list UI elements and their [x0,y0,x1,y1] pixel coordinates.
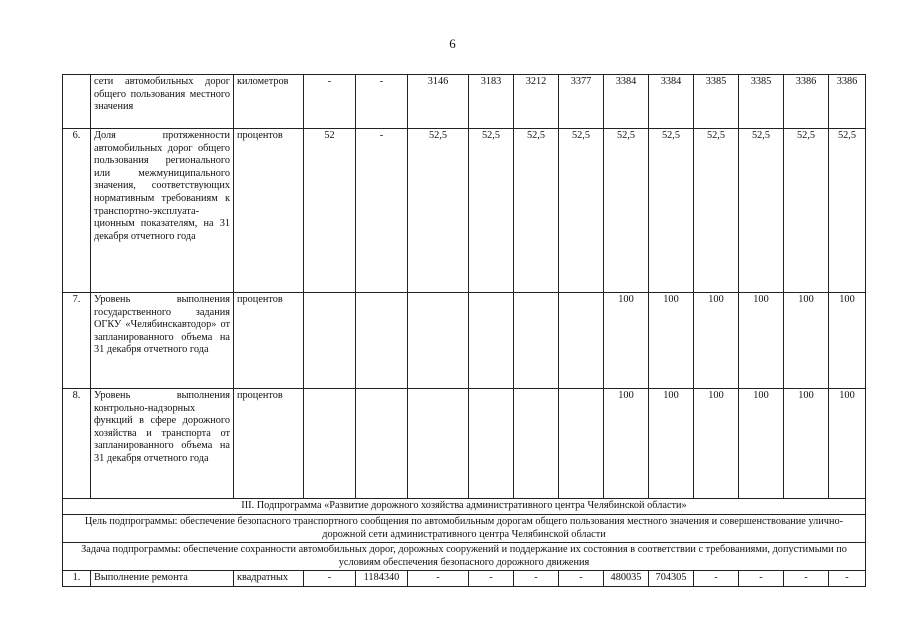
value-cell: 1184340 [356,571,408,587]
indicator-name: Выполнение ремонта [91,571,234,587]
value-cell: 100 [694,293,739,389]
value-cell: 3385 [694,75,739,129]
value-cell: 100 [784,389,829,499]
indicators-table [62,74,866,587]
value-cell [559,389,604,499]
value-cell: 3183 [469,75,514,129]
value-cell: 480035 [604,571,649,587]
value-cell [469,389,514,499]
value-cell: 100 [604,389,649,499]
value-cell: 100 [739,293,784,389]
subprogram-goal: Цель подпрограммы: обеспечение безопасного транспортного сообщения по автомобильным дорогам общего пользования местного значения и совершенствование улично-дорожной сети административного центра Челябинской области [63,515,866,543]
section-row [63,543,866,571]
value-cell: 52,5 [408,129,469,293]
row-number: 6. [63,129,91,293]
value-cell: - [514,571,559,587]
value-cell: 3384 [649,75,694,129]
value-cell: 52,5 [649,129,694,293]
section-row [63,499,866,515]
value-cell: 3386 [829,75,866,129]
value-cell: 100 [649,389,694,499]
value-cell [304,389,356,499]
value-cell [408,293,469,389]
indicator-name: Уровень выполнения контрольно-надзорных функций в сфере дорожного хозяйства и транспорта от запланированного объема на 31 декабря отчетного года [91,389,234,499]
subprogram-title: III. Подпрограмма «Развитие дорожного хозяйства административного центра Челябинской области» [63,499,866,515]
value-cell [514,293,559,389]
table-row [63,129,866,293]
indicator-name: Доля протяженности автомобильных дорог общего пользования регионального или межмуниципального значения, соответствующих нормативным требованиям к транспортно-эксплуата-ционным показателям, на 31 декабря отчетного года [91,129,234,293]
value-cell: 52,5 [739,129,784,293]
unit-cell: процентов [234,129,304,293]
page-number: 6 [449,36,456,51]
value-cell: - [469,571,514,587]
value-cell [559,293,604,389]
value-cell: 100 [604,293,649,389]
value-cell [469,293,514,389]
unit-cell: квадратных [234,571,304,587]
value-cell: 52,5 [784,129,829,293]
value-cell: - [559,571,604,587]
value-cell: - [304,75,356,129]
value-cell: - [739,571,784,587]
indicator-name: Уровень выполнения государственного задания ОГКУ «Челябинскавтодор» от запланированного объема на 31 декабря отчетного года [91,293,234,389]
value-cell: - [829,571,866,587]
value-cell: 3146 [408,75,469,129]
value-cell: 52,5 [694,129,739,293]
row-number: 1. [63,571,91,587]
value-cell: - [408,571,469,587]
value-cell: 52,5 [829,129,866,293]
row-number: 8. [63,389,91,499]
value-cell: 100 [829,389,866,499]
value-cell [408,389,469,499]
value-cell: 100 [784,293,829,389]
table-row [63,75,866,129]
value-cell: 100 [694,389,739,499]
value-cell: - [356,129,408,293]
value-cell [356,293,408,389]
table-row [63,293,866,389]
table-row [63,389,866,499]
value-cell: 100 [739,389,784,499]
value-cell: - [784,571,829,587]
section-row [63,515,866,543]
row-number: 7. [63,293,91,389]
value-cell: 3212 [514,75,559,129]
value-cell: 100 [829,293,866,389]
value-cell [304,293,356,389]
table-row [63,571,866,587]
value-cell: 704305 [649,571,694,587]
value-cell: 3385 [739,75,784,129]
value-cell: 52 [304,129,356,293]
unit-cell: процентов [234,389,304,499]
unit-cell: километров [234,75,304,129]
value-cell: 52,5 [469,129,514,293]
value-cell: - [304,571,356,587]
value-cell: 3386 [784,75,829,129]
value-cell: 52,5 [604,129,649,293]
value-cell [356,389,408,499]
row-number [63,75,91,129]
value-cell: - [694,571,739,587]
unit-cell: процентов [234,293,304,389]
value-cell: 52,5 [514,129,559,293]
value-cell: 3377 [559,75,604,129]
value-cell: 100 [649,293,694,389]
value-cell [514,389,559,499]
value-cell: 52,5 [559,129,604,293]
subprogram-task: Задача подпрограммы: обеспечение сохранности автомобильных дорог, дорожных сооружений и поддержание их состояния в соответствии с требованиями, допустимыми по условиям обеспечения безопасного дорожного движения [63,543,866,571]
indicator-name: сети автомобильных дорог общего пользования местного значения [91,75,234,129]
value-cell: - [356,75,408,129]
value-cell: 3384 [604,75,649,129]
